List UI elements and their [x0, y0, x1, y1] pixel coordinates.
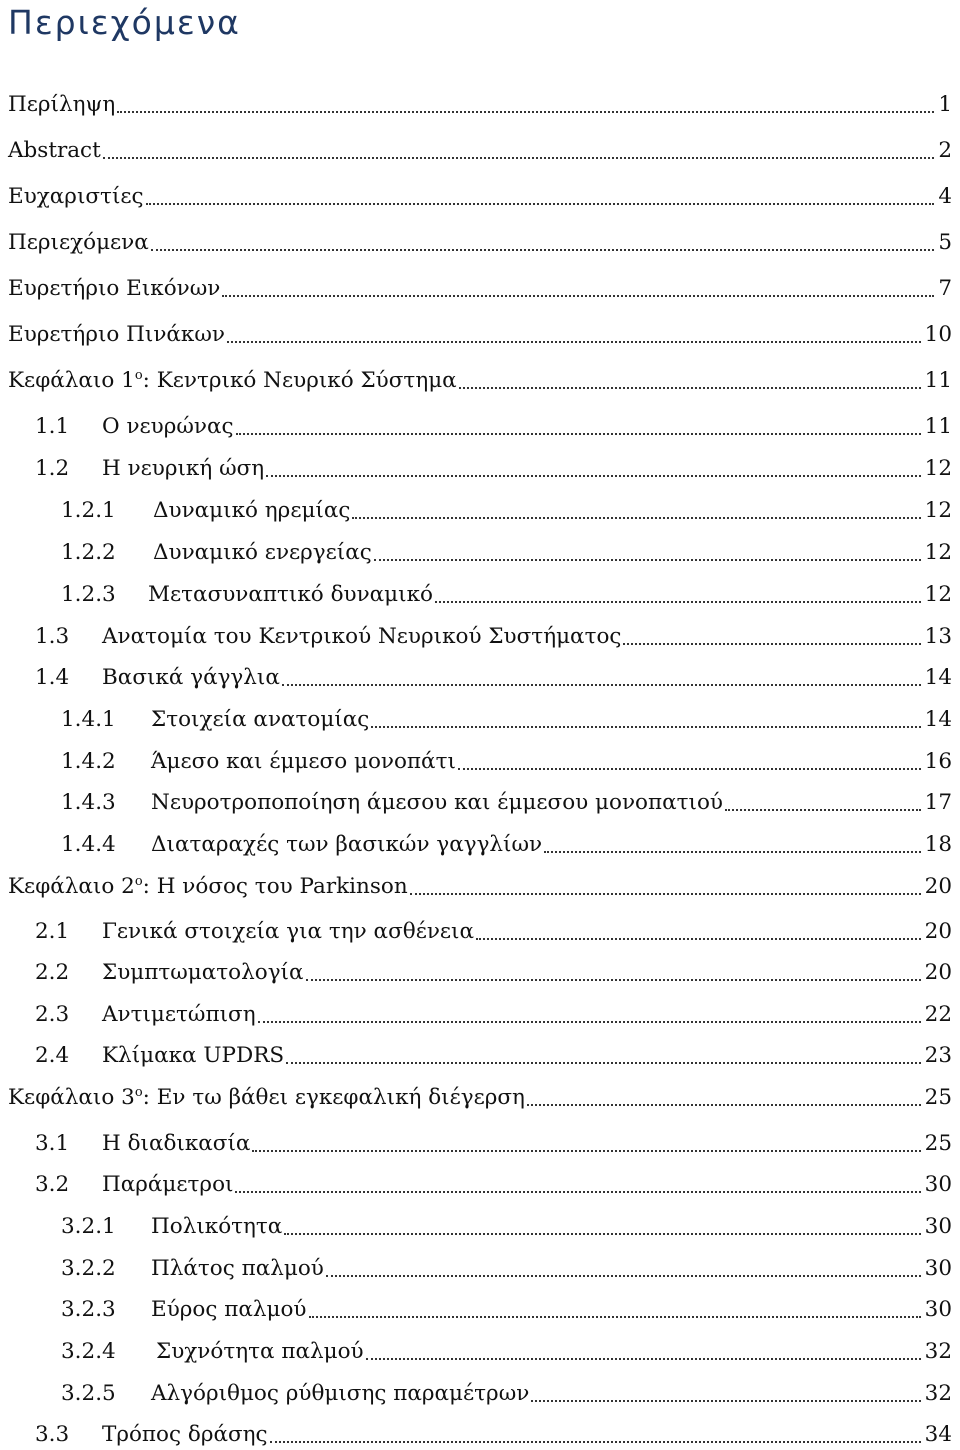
toc-entry-page: 12	[924, 582, 952, 607]
toc-entry-page: 32	[924, 1381, 952, 1406]
toc-entry-3-2[interactable]	[0, 1164, 952, 1200]
ordinal-superscript: ο	[134, 874, 143, 889]
toc-entry-title: Παράμετροι	[102, 1172, 234, 1197]
toc-entry-title: Συχνότητα παλμού	[156, 1339, 364, 1364]
toc-entry-number: 2.4	[35, 1043, 70, 1068]
toc-entry-page: 32	[924, 1339, 952, 1364]
chapter-name: : Εν τω βάθει εγκεφαλική διέγερση	[142, 1085, 525, 1110]
chapter-name: : Κεντρικό Νευρικό Σύστημα	[142, 368, 457, 393]
toc-entry-title: Μετασυναπτικό δυναμικό	[148, 582, 433, 607]
dot-leader	[352, 517, 920, 519]
toc-entry-title: Abstract	[8, 138, 101, 163]
toc-entry-title: Ανατομία του Κεντρικού Νευρικού Συστήματος	[102, 624, 622, 649]
dot-leader	[284, 1233, 920, 1235]
toc-entry-number: 1.4.1	[61, 707, 116, 732]
dot-leader	[531, 1400, 920, 1402]
toc-entry-page: 18	[924, 832, 952, 857]
toc-entry-title: Η νευρική ώση	[102, 456, 265, 481]
ordinal-superscript: ο	[134, 368, 143, 383]
toc-entry-title: Η διαδικασία	[102, 1131, 251, 1156]
dot-leader	[236, 433, 921, 435]
toc-entry-2-4[interactable]	[0, 1035, 952, 1071]
toc-entry-figures-index[interactable]	[0, 268, 952, 304]
toc-entry-number: 1.1	[35, 414, 70, 439]
toc-entry-page: 10	[924, 322, 952, 347]
toc-entry-number: 1.2.1	[61, 498, 116, 523]
toc-entry-1-2-1[interactable]	[0, 490, 952, 526]
toc-entry-number: 1.2.3	[61, 582, 116, 607]
dot-leader	[410, 893, 921, 895]
toc-entry-title: Ευρετήριο Εικόνων	[8, 276, 221, 301]
dot-leader	[476, 938, 921, 940]
dot-leader	[326, 1275, 921, 1277]
dot-leader	[374, 559, 921, 561]
toc-entry-page: 12	[924, 498, 952, 523]
toc-entry-page: 4	[938, 184, 952, 209]
toc-entry-abstract-gr[interactable]	[0, 84, 952, 120]
toc-entry-chapter-3[interactable]	[0, 1077, 952, 1113]
dot-leader	[286, 1062, 920, 1064]
toc-entry-title: Διαταραχές των βασικών γαγγλίων	[151, 832, 543, 857]
dot-leader	[459, 387, 921, 389]
toc-entry-title: Πλάτος παλμού	[151, 1256, 324, 1281]
dot-leader	[103, 157, 935, 159]
toc-entry-title: Αλγόριθμος ρύθμισης παραμέτρων	[151, 1381, 530, 1406]
toc-entry-page: 12	[924, 456, 952, 481]
toc-entry-title: Δυναμικό ηρεμίας	[153, 498, 351, 523]
toc-entry-number: 1.4	[35, 665, 70, 690]
toc-entry-number: 2.1	[35, 919, 70, 944]
toc-entry-title	[8, 872, 408, 902]
toc-entry-chapter-1[interactable]	[0, 360, 952, 396]
toc-entry-title: Γενικά στοιχεία για την ασθένεια	[102, 919, 474, 944]
toc-entry-1-2-3[interactable]	[0, 574, 952, 610]
toc-entry-title: Αντιμετώπιση	[102, 1002, 256, 1027]
dot-leader	[222, 295, 934, 297]
dot-leader	[725, 809, 921, 811]
toc-entry-page: 2	[938, 138, 952, 163]
toc-entry-title: Περίληψη	[8, 92, 116, 117]
toc-entry-1-2-2[interactable]	[0, 532, 952, 568]
toc-entry-page: 30	[924, 1214, 952, 1239]
toc-entry-3-2-4[interactable]	[0, 1331, 952, 1367]
toc-entry-title: Πολικότητα	[151, 1214, 283, 1239]
toc-entry-3-2-5[interactable]	[0, 1373, 952, 1409]
toc-entry-1-3[interactable]	[0, 616, 952, 652]
toc-entry-number: 3.1	[35, 1131, 70, 1156]
toc-entry-title: Κλίμακα UPDRS	[102, 1043, 285, 1068]
dot-leader	[544, 851, 921, 853]
dot-leader	[306, 979, 921, 981]
chapter-label: Κεφάλαιο 3	[8, 1085, 135, 1110]
toc-entry-page: 30	[924, 1256, 952, 1281]
chapter-label: Κεφάλαιο 1	[8, 368, 135, 393]
toc-entry-1-4-1[interactable]	[0, 699, 952, 735]
toc-entry-1-4-4[interactable]	[0, 824, 952, 860]
toc-entry-page: 22	[924, 1002, 952, 1027]
toc-entry-page: 25	[924, 1085, 952, 1110]
chapter-name: : Η νόσος του Parkinson	[142, 874, 408, 899]
dot-leader	[270, 1441, 921, 1443]
toc-entry-page: 11	[924, 414, 952, 439]
dot-leader	[458, 768, 921, 770]
dot-leader	[252, 1150, 920, 1152]
toc-entry-title: Βασικά γάγγλια	[102, 665, 280, 690]
toc-entry-1-1[interactable]	[0, 406, 952, 442]
toc-entry-page: 20	[924, 919, 952, 944]
toc-entry-number: 3.2.3	[61, 1297, 116, 1322]
toc-entry-page: 14	[924, 665, 952, 690]
dot-leader	[117, 111, 934, 113]
toc-entry-number: 1.3	[35, 624, 70, 649]
toc-entry-page: 13	[924, 624, 952, 649]
toc-entry-chapter-2[interactable]	[0, 866, 952, 902]
toc-entry-page: 5	[938, 230, 952, 255]
page-title: Περιεχόμενα	[8, 3, 241, 42]
toc-entry-number: 3.2.4	[61, 1339, 116, 1364]
toc-entry-3-2-3[interactable]	[0, 1289, 952, 1325]
toc-entry-number: 1.2	[35, 456, 70, 481]
toc-entry-page: 16	[924, 749, 952, 774]
toc-entry-number: 3.2.2	[61, 1256, 116, 1281]
toc-entry-number: 2.3	[35, 1002, 70, 1027]
toc-entry-3-3[interactable]	[0, 1414, 952, 1450]
dot-leader	[623, 643, 920, 645]
toc-entry-title: Στοιχεία ανατομίας	[151, 707, 370, 732]
toc-entry-title: Ο νευρώνας	[102, 414, 234, 439]
toc-entry-page: 7	[938, 276, 952, 301]
toc-entry-number: 1.4.2	[61, 749, 116, 774]
toc-entry-number: 1.2.2	[61, 540, 116, 565]
toc-entry-page: 34	[924, 1422, 952, 1447]
toc-entry-number: 3.3	[35, 1422, 70, 1447]
toc-entry-2-3[interactable]	[0, 994, 952, 1030]
dot-leader	[371, 726, 920, 728]
toc-entry-title: Νευροτροποποίηση άμεσου και έμμεσου μονοπατιού	[151, 790, 723, 815]
toc-entry-page: 17	[924, 790, 952, 815]
toc-entry-number: 3.2	[35, 1172, 70, 1197]
dot-leader	[151, 249, 935, 251]
toc-entry-title: Εύρος παλμού	[151, 1297, 307, 1322]
toc-entry-title: Συμπτωματολογία	[102, 960, 304, 985]
toc-entry-title: Τρόπος δράσης	[102, 1422, 268, 1447]
toc-entry-page: 11	[924, 368, 952, 393]
toc-entry-page: 20	[924, 874, 952, 899]
toc-entry-title: Ευρετήριο Πινάκων	[8, 322, 225, 347]
toc-entry-page: 25	[924, 1131, 952, 1156]
dot-leader	[282, 684, 921, 686]
toc-entry-number: 3.2.5	[61, 1381, 116, 1406]
dot-leader	[146, 203, 935, 205]
toc-entry-2-2[interactable]	[0, 952, 952, 988]
toc-entry-3-1[interactable]	[0, 1123, 952, 1159]
dot-leader	[366, 1358, 921, 1360]
toc-entry-page: 12	[924, 540, 952, 565]
toc-entry-title: Δυναμικό ενεργείας	[153, 540, 372, 565]
dot-leader	[227, 341, 921, 343]
toc-entry-title: Ευχαριστίες	[8, 184, 144, 209]
dot-leader	[527, 1104, 921, 1106]
toc-entry-2-1[interactable]	[0, 911, 952, 947]
toc-entry-abstract[interactable]	[0, 130, 952, 166]
toc-entry-number: 2.2	[35, 960, 70, 985]
toc-entry-page: 1	[938, 92, 952, 117]
toc-entry-title: Περιεχόμενα	[8, 230, 149, 255]
dot-leader	[235, 1191, 920, 1193]
toc-entry-1-2[interactable]	[0, 448, 952, 484]
toc-entry-title	[8, 366, 457, 396]
ordinal-superscript: ο	[134, 1085, 143, 1100]
toc-entry-contents[interactable]	[0, 222, 952, 258]
toc-entry-page: 30	[924, 1297, 952, 1322]
toc-entry-3-2-2[interactable]	[0, 1248, 952, 1284]
dot-leader	[258, 1021, 921, 1023]
toc-entry-acknowledgements[interactable]	[0, 176, 952, 212]
toc-entry-page: 14	[924, 707, 952, 732]
chapter-label: Κεφάλαιο 2	[8, 874, 135, 899]
dot-leader	[309, 1316, 921, 1318]
toc-entry-page: 30	[924, 1172, 952, 1197]
dot-leader	[435, 601, 921, 603]
toc-entry-1-4[interactable]	[0, 657, 952, 693]
toc-entry-title: Άμεσο και έμμεσο μονοπάτι	[151, 749, 456, 774]
toc-entry-page: 20	[924, 960, 952, 985]
toc-entry-number: 3.2.1	[61, 1214, 116, 1239]
toc-entry-1-4-2[interactable]	[0, 741, 952, 777]
toc-entry-title	[8, 1083, 525, 1113]
toc-entry-1-4-3[interactable]	[0, 782, 952, 818]
toc-entry-number: 1.4.3	[61, 790, 116, 815]
dot-leader	[266, 475, 920, 477]
toc-entry-tables-index[interactable]	[0, 314, 952, 350]
toc-entry-3-2-1[interactable]	[0, 1206, 952, 1242]
toc-entry-page: 23	[924, 1043, 952, 1068]
toc-entry-number: 1.4.4	[61, 832, 116, 857]
